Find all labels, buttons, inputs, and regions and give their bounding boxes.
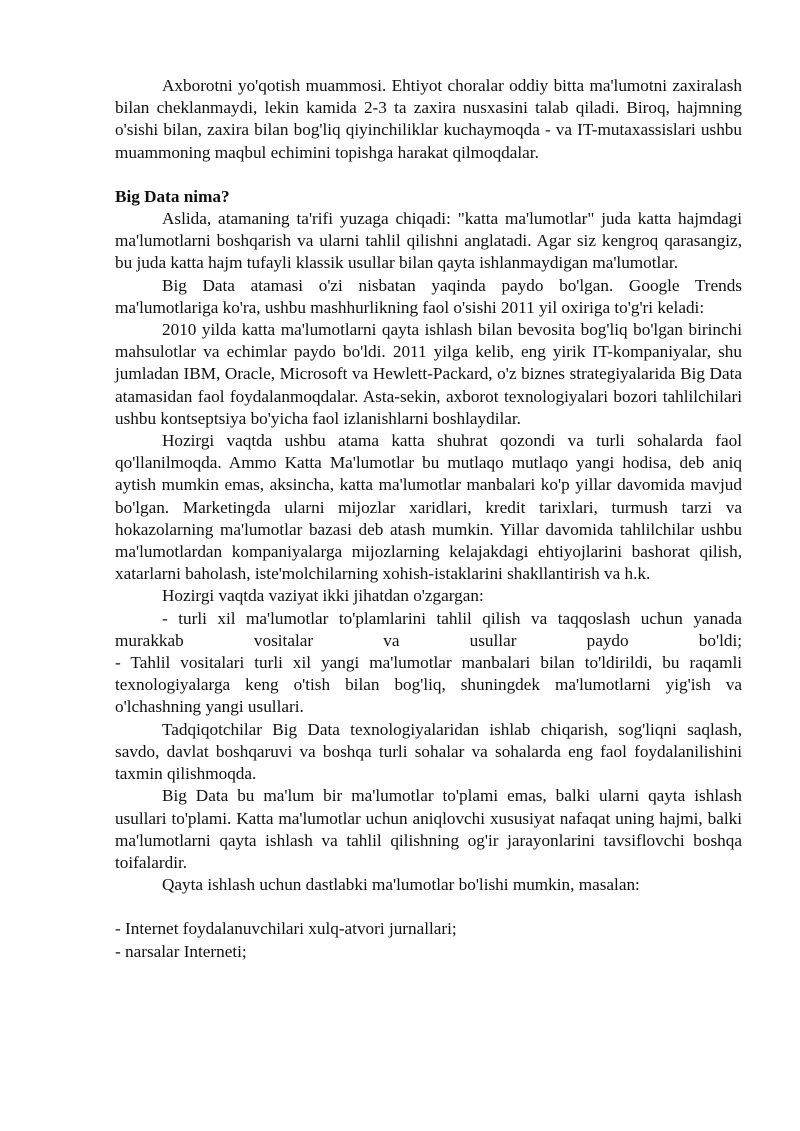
paragraph: Big Data atamasi o'zi nisbatan yaqinda paydo bo'lgan. Google Trends ma'lumotlariga ko'ra, ushbu mashhurlikning faol o'sishi 2011 yil oxiriga to'g'ri keladi: xyxy=(115,275,742,317)
paragraph: Qayta ishlash uchun dastlabki ma'lumotlar bo'lishi mumkin, masalan: xyxy=(162,875,640,895)
blank-line xyxy=(115,896,742,918)
section-heading: Big Data nima? xyxy=(115,186,230,206)
list-item: - narsalar Interneti; xyxy=(115,941,247,961)
paragraph: Aslida, atamaning ta'rifi yuzaga chiqadi: "katta ma'lumotlar" juda katta hajmdagi ma'lumotlarni boshqarish va ularni tahlil qilishni anglatadi. Agar siz kengroq qarasangiz, bu juda katta hajm tufayli klassik usullar bilan qayta ishlanmaydigan ma'lumotlar. xyxy=(115,209,742,273)
paragraph: 2010 yilda katta ma'lumotlarni qayta ishlash bilan bevosita bog'liq bo'lgan birinchi mahsulotlar va echimlar paydo bo'ldi. 2011 yilga kelib, eng yirik IT-kompaniyalar, shu jumladan IBM, Oracle, Microsoft va Hewlett-Packard, o'z biznes strategiyalarida Big Data atamasidan faol foydalanmoqdalar. Asta-sekin, axborot texnologiyalari bozori tahlilchilari ushbu kontseptsiya bo'yicha faol izlanishlarni boshlaydilar. xyxy=(115,320,742,428)
paragraph: Tadqiqotchilar Big Data texnologiyalaridan ishlab chiqarish, sog'liqni saqlash, savdo, davlat boshqaruvi va boshqa turli sohalar va sohalarda eng faol foydalanilishini taxmin qilishmoqda. xyxy=(115,719,742,784)
list-item: - Internet foydalanuvchilari xulq-atvori jurnallari; xyxy=(115,919,457,939)
paragraph: - turli xil ma'lumotlar to'plamlarini tahlil qilish va taqqoslash uchun yanada murakkab vositalar va usullar paydo bo'ldi; xyxy=(115,608,742,650)
paragraph: Big Data bu ma'lum bir ma'lumotlar to'plami emas, balki ularni qayta ishlash usullari to'plami. Katta ma'lumotlar uchun aniqlovchi xususiyat nafaqat uning hajmi, balki ma'lumotlarni qayta ishlash va tahlil qilishning og'ir jarayonlarini tavsiflovchi boshqa toifalardir. xyxy=(115,786,742,872)
paragraph: Hozirgi vaqtda ushbu atama katta shuhrat qozondi va turli sohalarda faol qo'llanilmoqda. Ammo Katta Ma'lumotlar bu mutlaqo mutlaqo yangi hodisa, deb aniq aytish mumkin emas, aksincha, katta ma'lumotlar manbalari ko'p yillar davomida mavjud bo'lgan. Marketingda ularni mijozlar xaridlari, kredit tarixlari, turmush tarzi va hokazolarning ma'lumotlar bazasi deb atash mumkin. Yillar davomida tahlilchilar ushbu ma'lumotlardan kompaniyalarga mijozlarning kelajakdagi ehtiyojlarini bashorat qilish, xatarlarni baholash, iste'molchilarning xohish-istaklarini shakllantirish va h.k. xyxy=(115,431,742,584)
paragraph: Hozirgi vaqtda vaziyat ikki jihatdan o'zgargan: xyxy=(162,586,484,606)
intro-paragraph: Axborotni yo'qotish muammosi. Ehtiyot choralar oddiy bitta ma'lumotni zaxiralash bilan cheklanmaydi, lekin kamida 2-3 ta zaxira nusxasini talab qiladi. Biroq, hajmning o'sishi bilan, zaxira bilan bog'liq qiyinchiliklar kuchaymoqda - va IT-mutaxassislari ushbu muammoning maqbul echimini topishga harakat qilmoqdalar. xyxy=(115,76,742,162)
paragraph: - Tahlil vositalari turli xil yangi ma'lumotlar manbalari bilan to'ldirildi, bu raqamli texnologiyalarga keng o'tish bilan bog'liq, shuningdek ma'lumotlarni yig'ish va o'lchashning yangi usullari. xyxy=(115,653,742,717)
document-page xyxy=(115,75,742,963)
